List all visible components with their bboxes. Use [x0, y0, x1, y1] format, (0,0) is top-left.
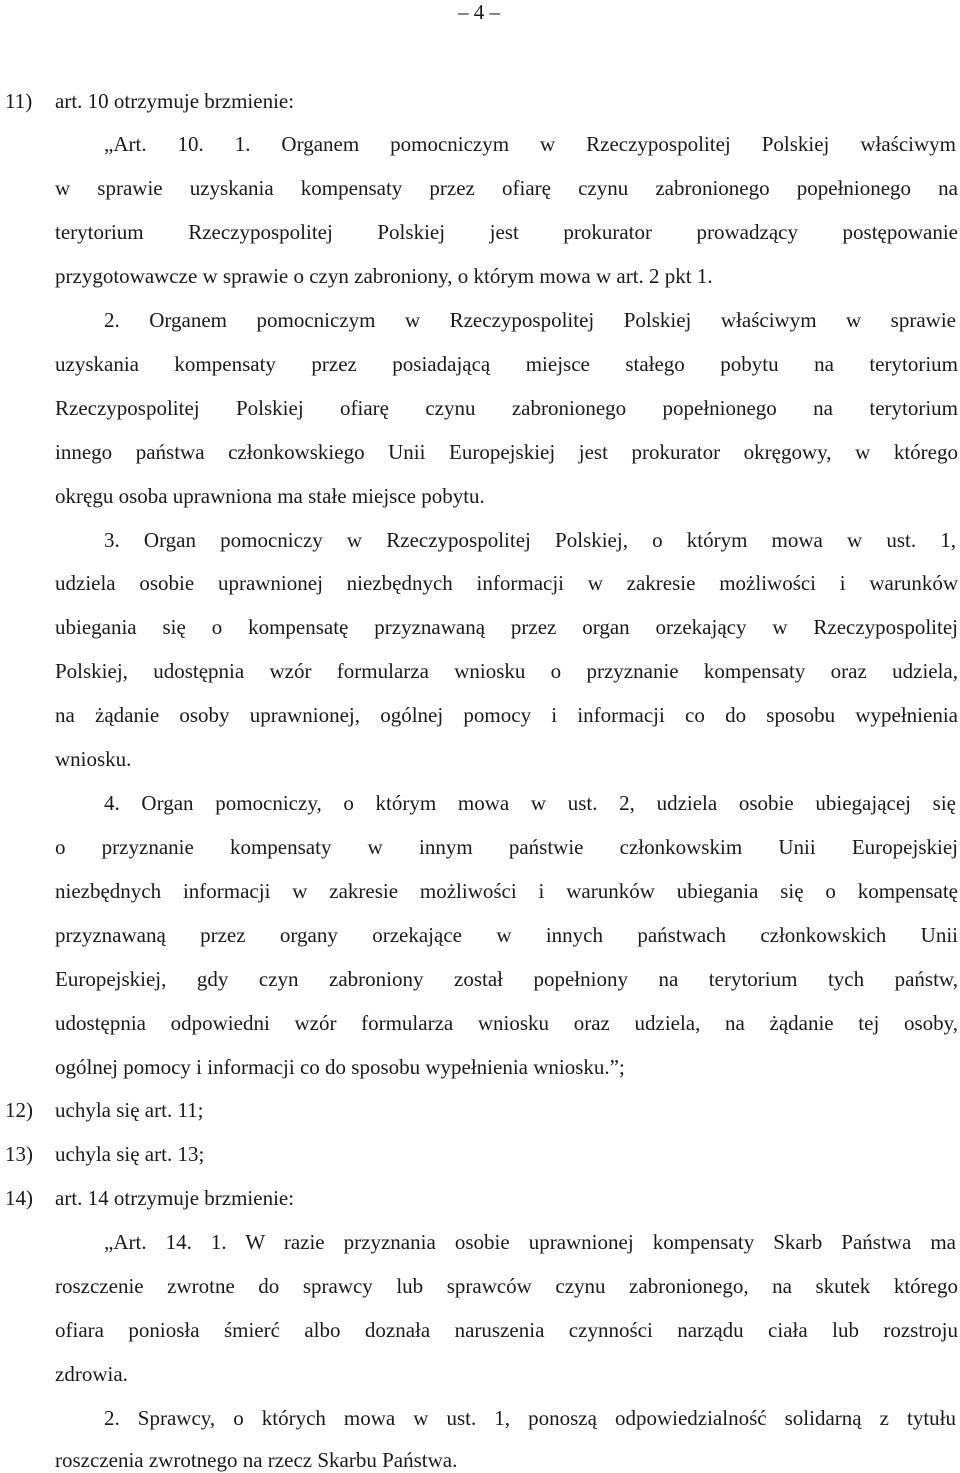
paragraph-line: Europejskiej, gdy czyn zabroniony został popełniony na terytorium tych państw, [55, 967, 958, 991]
paragraph-line: innego państwa członkowskiego Unii Europejskiej jest prokurator okręgowy, w którego [55, 440, 958, 464]
paragraph-line: ofiara poniosła śmierć albo doznała naruszenia czynności narządu ciała lub rozstroju [55, 1318, 958, 1342]
paragraph-line: uzyskania kompensaty przez posiadającą miejsce stałego pobytu na terytorium [55, 352, 958, 376]
paragraph-line: ubiegania się o kompensatę przyznawaną przez organ orzekający w Rzeczypospolitej [55, 615, 958, 639]
page-number: – 4 – [458, 0, 500, 24]
paragraph-line: o przyznanie kompensaty w innym państwie członkowskim Unii Europejskiej [55, 835, 958, 859]
item-number: 11) [5, 89, 33, 113]
item-number: 13) [5, 1142, 33, 1166]
item-intro: uchyla się art. 13; [55, 1142, 205, 1166]
paragraph-line: terytorium Rzeczypospolitej Polskiej jest prokurator prowadzący postępowanie [55, 220, 958, 244]
item-intro: art. 10 otrzymuje brzmienie: [55, 89, 295, 113]
paragraph-line: ogólnej pomocy i informacji co do sposobu wypełnienia wniosku.”; [55, 1055, 625, 1079]
paragraph-line: „Art. 14. 1. W razie przyznania osobie uprawnionej kompensaty Skarb Państwa ma [104, 1230, 956, 1254]
paragraph-line: Polskiej, udostępnia wzór formularza wniosku o przyznanie kompensaty oraz udziela, [55, 659, 958, 683]
paragraph-line: niezbędnych informacji w zakresie możliwości i warunków ubiegania się o kompensatę [55, 879, 958, 903]
paragraph-line: 3. Organ pomocniczy w Rzeczypospolitej Polskiej, o którym mowa w ust. 1, [104, 528, 956, 552]
paragraph-line: 2. Organem pomocniczym w Rzeczypospolitej Polskiej właściwym w sprawie [104, 308, 956, 332]
paragraph-line: roszczenia zwrotnego na rzecz Skarbu Państwa. [55, 1448, 458, 1472]
paragraph-line: na żądanie osoby uprawnionej, ogólnej pomocy i informacji co do sposobu wypełnienia [55, 703, 958, 727]
item-intro: art. 14 otrzymuje brzmienie: [55, 1186, 295, 1210]
paragraph-line: okręgu osoba uprawniona ma stałe miejsce pobytu. [55, 484, 485, 508]
paragraph-line: w sprawie uzyskania kompensaty przez ofiarę czynu zabronionego popełnionego na [55, 176, 958, 200]
paragraph-line: Rzeczypospolitej Polskiej ofiarę czynu zabronionego popełnionego na terytorium [55, 396, 958, 420]
item-number: 14) [5, 1186, 33, 1210]
paragraph-line: udostępnia odpowiedni wzór formularza wniosku oraz udziela, na żądanie tej osoby, [55, 1011, 958, 1035]
paragraph-line: przyznawaną przez organy orzekające w innych państwach członkowskich Unii [55, 923, 958, 947]
paragraph-line: wniosku. [55, 747, 132, 771]
paragraph-line: „Art. 10. 1. Organem pomocniczym w Rzeczypospolitej Polskiej właściwym [104, 132, 956, 156]
item-intro: uchyla się art. 11; [55, 1098, 204, 1122]
paragraph-line: 2. Sprawcy, o których mowa w ust. 1, ponoszą odpowiedzialność solidarną z tytułu [104, 1406, 956, 1430]
paragraph-line: przygotowawcze w sprawie o czyn zabroniony, o którym mowa w art. 2 pkt 1. [55, 264, 713, 288]
paragraph-line: udziela osobie uprawnionej niezbędnych informacji w zakresie możliwości i warunków [55, 571, 958, 595]
item-number: 12) [5, 1098, 33, 1122]
paragraph-line: roszczenie zwrotne do sprawcy lub sprawców czynu zabronionego, na skutek którego [55, 1274, 958, 1298]
paragraph-line: 4. Organ pomocniczy, o którym mowa w ust. 2, udziela osobie ubiegającej się [104, 791, 956, 815]
paragraph-line: zdrowia. [55, 1362, 128, 1386]
